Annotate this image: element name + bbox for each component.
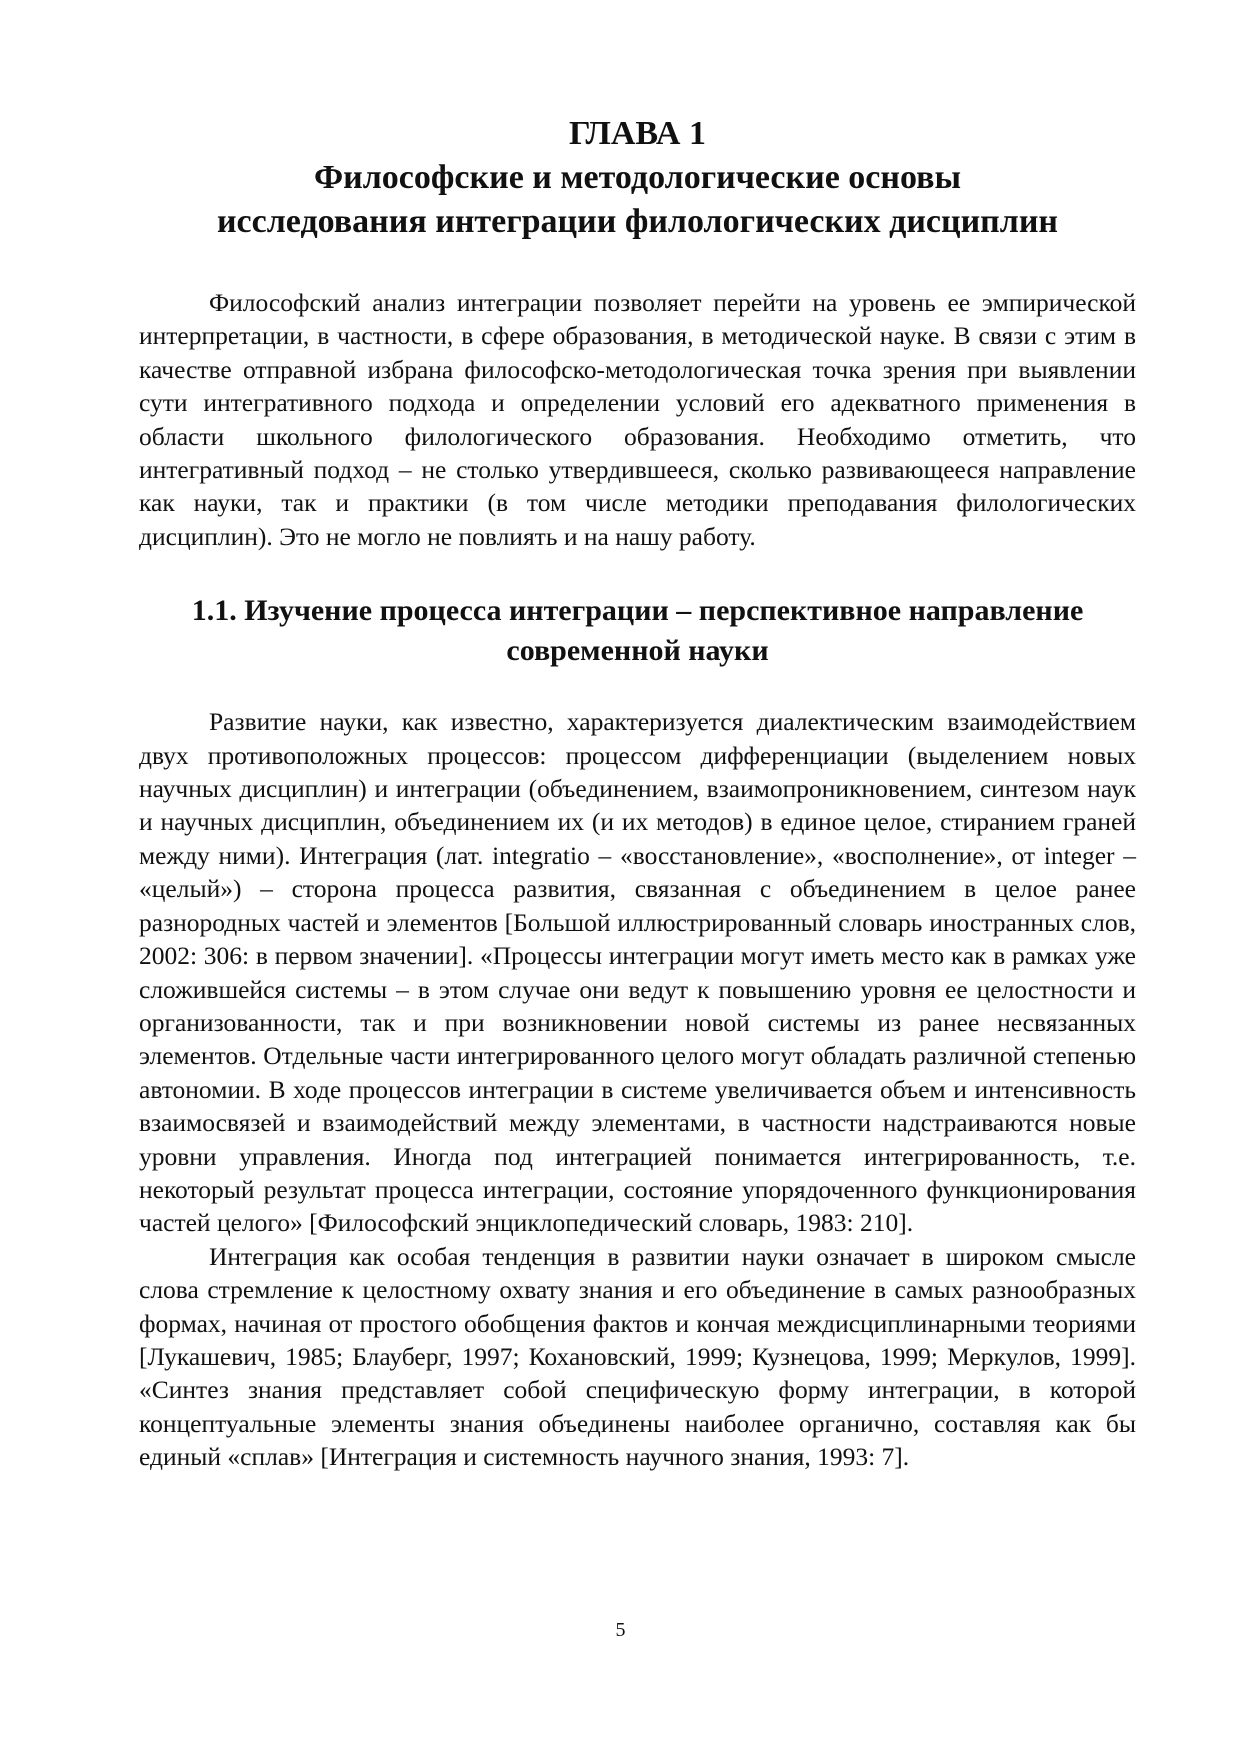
document-page bbox=[139, 112, 1136, 1474]
section-title-line-1: 1.1. Изучение процесса интеграции – перспективное направление bbox=[191, 594, 1084, 628]
section-title-line-2: современной науки bbox=[506, 634, 769, 668]
page-number: 5 bbox=[615, 1619, 626, 1641]
chapter-title-line-2: исследования интеграции филологических дисциплин bbox=[216, 203, 1059, 240]
chapter-label: ГЛАВА 1 bbox=[569, 115, 706, 152]
section-paragraph-2: Интеграция как особая тенденция в развитии науки означает в широком смысле слова стремление к целостному охвату знания и его объединение в самых разнообразных формах, начиная от простого обобщения фактов и кончая междисциплинарными теориями [Лукашевич, 1985; Блауберг, 1997; Кохановский, 1999; Кузнецова, 1999; Меркулов, 1999]. «Синтез знания представляет собой специфическую форму интеграции, в которой концептуальные элементы знания объединены наиболее органично, составляя как бы единый «сплав» [Интеграция и системность научного знания, 1993: 7]. bbox=[139, 1241, 1136, 1472]
intro-paragraph: Философский анализ интеграции позволяет перейти на уровень ее эмпирической интерпретации, в частности, в сфере образования, в методической науке. В связи с этим в качестве отправной избрана философско-методологическая точка зрения при выявлении сути интегративного подхода и определении условий его адекватного применения в области школьного филологического образования. Необходимо отметить, что интегративный подход – не столько утвердившееся, сколько развивающееся направление как науки, так и практики (в том числе методики преподавания филологических дисциплин). Это не могло не повлиять и на нашу работу. bbox=[139, 288, 1136, 551]
section-title bbox=[139, 591, 1136, 671]
chapter-title-line-1: Философские и методологические основы bbox=[313, 159, 962, 196]
section-paragraph-1: Развитие науки, как известно, характеризуется диалектическим взаимодействием двух противоположных процессов: процессом дифференциации (выделением новых научных дисциплин) и интеграции (объединением, взаимопроникновением, синтезом наук и научных дисциплин, объединением их (и их методов) в единое целое, стиранием граней между ними). Интеграция (лат. integratio – «восстановление», «восполнение», от integer – «целый») – сторона процесса развития, связанная с объединением в целое ранее разнородных частей и элементов [Большой иллюстрированный словарь иностранных слов, 2002: 306: в первом значении]. «Процессы интеграции могут иметь место как в рамках уже сложившейся системы – в этом случае они ведут к повышению уровня ее целостности и организованности, так и при возникновении новой системы из ранее несвязанных элементов. Отдельные части интегрированного целого могут обладать различной степенью автономии. В ходе процессов интеграции в системе увеличивается объем и интенсивность взаимосвязей и взаимодействий между элементами, в частности надстраиваются новые уровни управления. Иногда под интеграцией понимается интегрированность, т.е. некоторый результат процесса интеграции, состояние упорядоченного функционирования частей целого» [Философский энциклопедический словарь, 1983: 210]. bbox=[139, 707, 1136, 1238]
chapter-title bbox=[139, 112, 1136, 244]
